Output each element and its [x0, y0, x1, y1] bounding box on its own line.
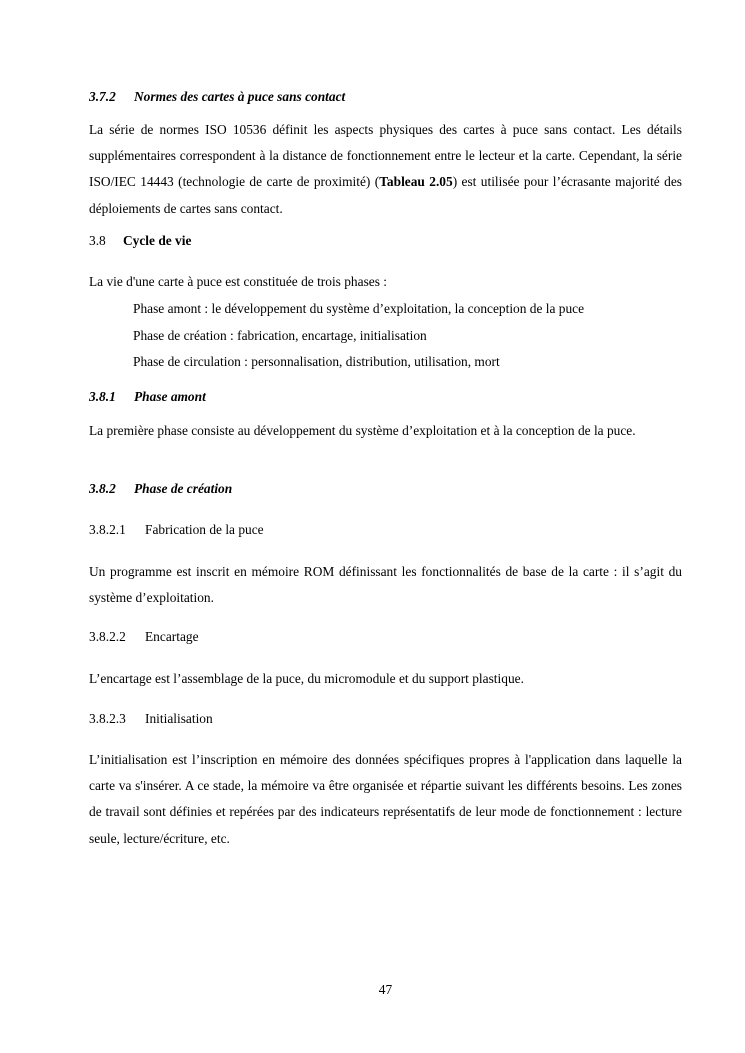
list-item-text: Phase amont : le développement du système d’exploitation, la conception de la puce — [133, 301, 585, 316]
section-number: 3.8.2.3 — [89, 711, 126, 726]
list-item — [89, 296, 682, 323]
list-item — [89, 349, 682, 376]
section-title: Fabrication de la puce — [145, 522, 264, 537]
section-heading-3-7-2 — [89, 89, 345, 105]
list-item-text: Phase de création : fabrication, encartage, initialisation — [133, 327, 427, 343]
paragraph-phase-amont: La première phase consiste au développement du système d’exploitation et à la conception de la puce. — [89, 423, 636, 438]
section-number: 3.7.2 — [89, 89, 116, 104]
section-heading-3-8-2-1 — [89, 522, 264, 538]
section-number: 3.8 — [89, 233, 106, 248]
paragraph-fabrication: Un programme est inscrit en mémoire ROM définissant les fonctionnalités de base de la carte : il s’agit du système d’exploitation. — [89, 564, 682, 606]
table-reference: Tableau 2.05 — [379, 174, 453, 190]
section-number: 3.8.1 — [89, 389, 116, 404]
section-title: Normes des cartes à puce sans contact — [134, 89, 346, 104]
section-title: Encartage — [145, 629, 199, 644]
paragraph-life-cycle-intro: La vie d'une carte à puce est constituée de trois phases : — [89, 274, 388, 289]
section-number: 3.8.2 — [89, 481, 116, 496]
phase-list — [89, 296, 682, 376]
paragraph-text: ) est utilisée pour l’écrasante majorité des déploiements de cartes sans contact. — [89, 174, 682, 216]
section-title: Phase amont — [134, 389, 206, 404]
section-title: Initialisation — [145, 711, 213, 726]
section-heading-3-8-2-2 — [89, 629, 199, 645]
paragraph-initialisation: L’initialisation est l’inscription en mémoire des données spécifiques propres à l'application dans laquelle la carte va s'insérer. A ce stade, la mémoire va être organisée et répartie suivant les différents besoins. Les zones de travail sont définies et repérées par des indicateurs représentatifs de leur mode de fonctionnement : lecture seule, lecture/écriture, etc. — [89, 752, 682, 846]
paragraph-iso-norms — [89, 117, 682, 222]
section-title: Phase de création — [134, 481, 233, 496]
section-number: 3.8.2.2 — [89, 629, 126, 644]
section-heading-3-8-1 — [89, 389, 206, 405]
section-number: 3.8.2.1 — [89, 522, 126, 537]
document-page — [89, 0, 682, 1053]
page-number: 47 — [378, 982, 393, 997]
section-heading-3-8-2-3 — [89, 711, 213, 727]
list-item-text: Phase de circulation : personnalisation, distribution, utilisation, mort — [133, 354, 500, 370]
section-heading-3-8 — [89, 233, 191, 249]
paragraph-text: La série de normes ISO 10536 définit les aspects physiques des cartes à puce sans contact. Les détails supplémentaires correspondent à la distance de fonctionnement entre le lecteur et la carte. Cependant, la série ISO/IEC 14443 (technologie de carte de proximité) ( — [89, 122, 682, 190]
section-heading-3-8-2 — [89, 481, 232, 497]
paragraph-encartage: L’encartage est l’assemblage de la puce, du micromodule et du support plastique. — [89, 671, 524, 686]
section-title: Cycle de vie — [123, 233, 192, 248]
list-item — [89, 323, 682, 350]
